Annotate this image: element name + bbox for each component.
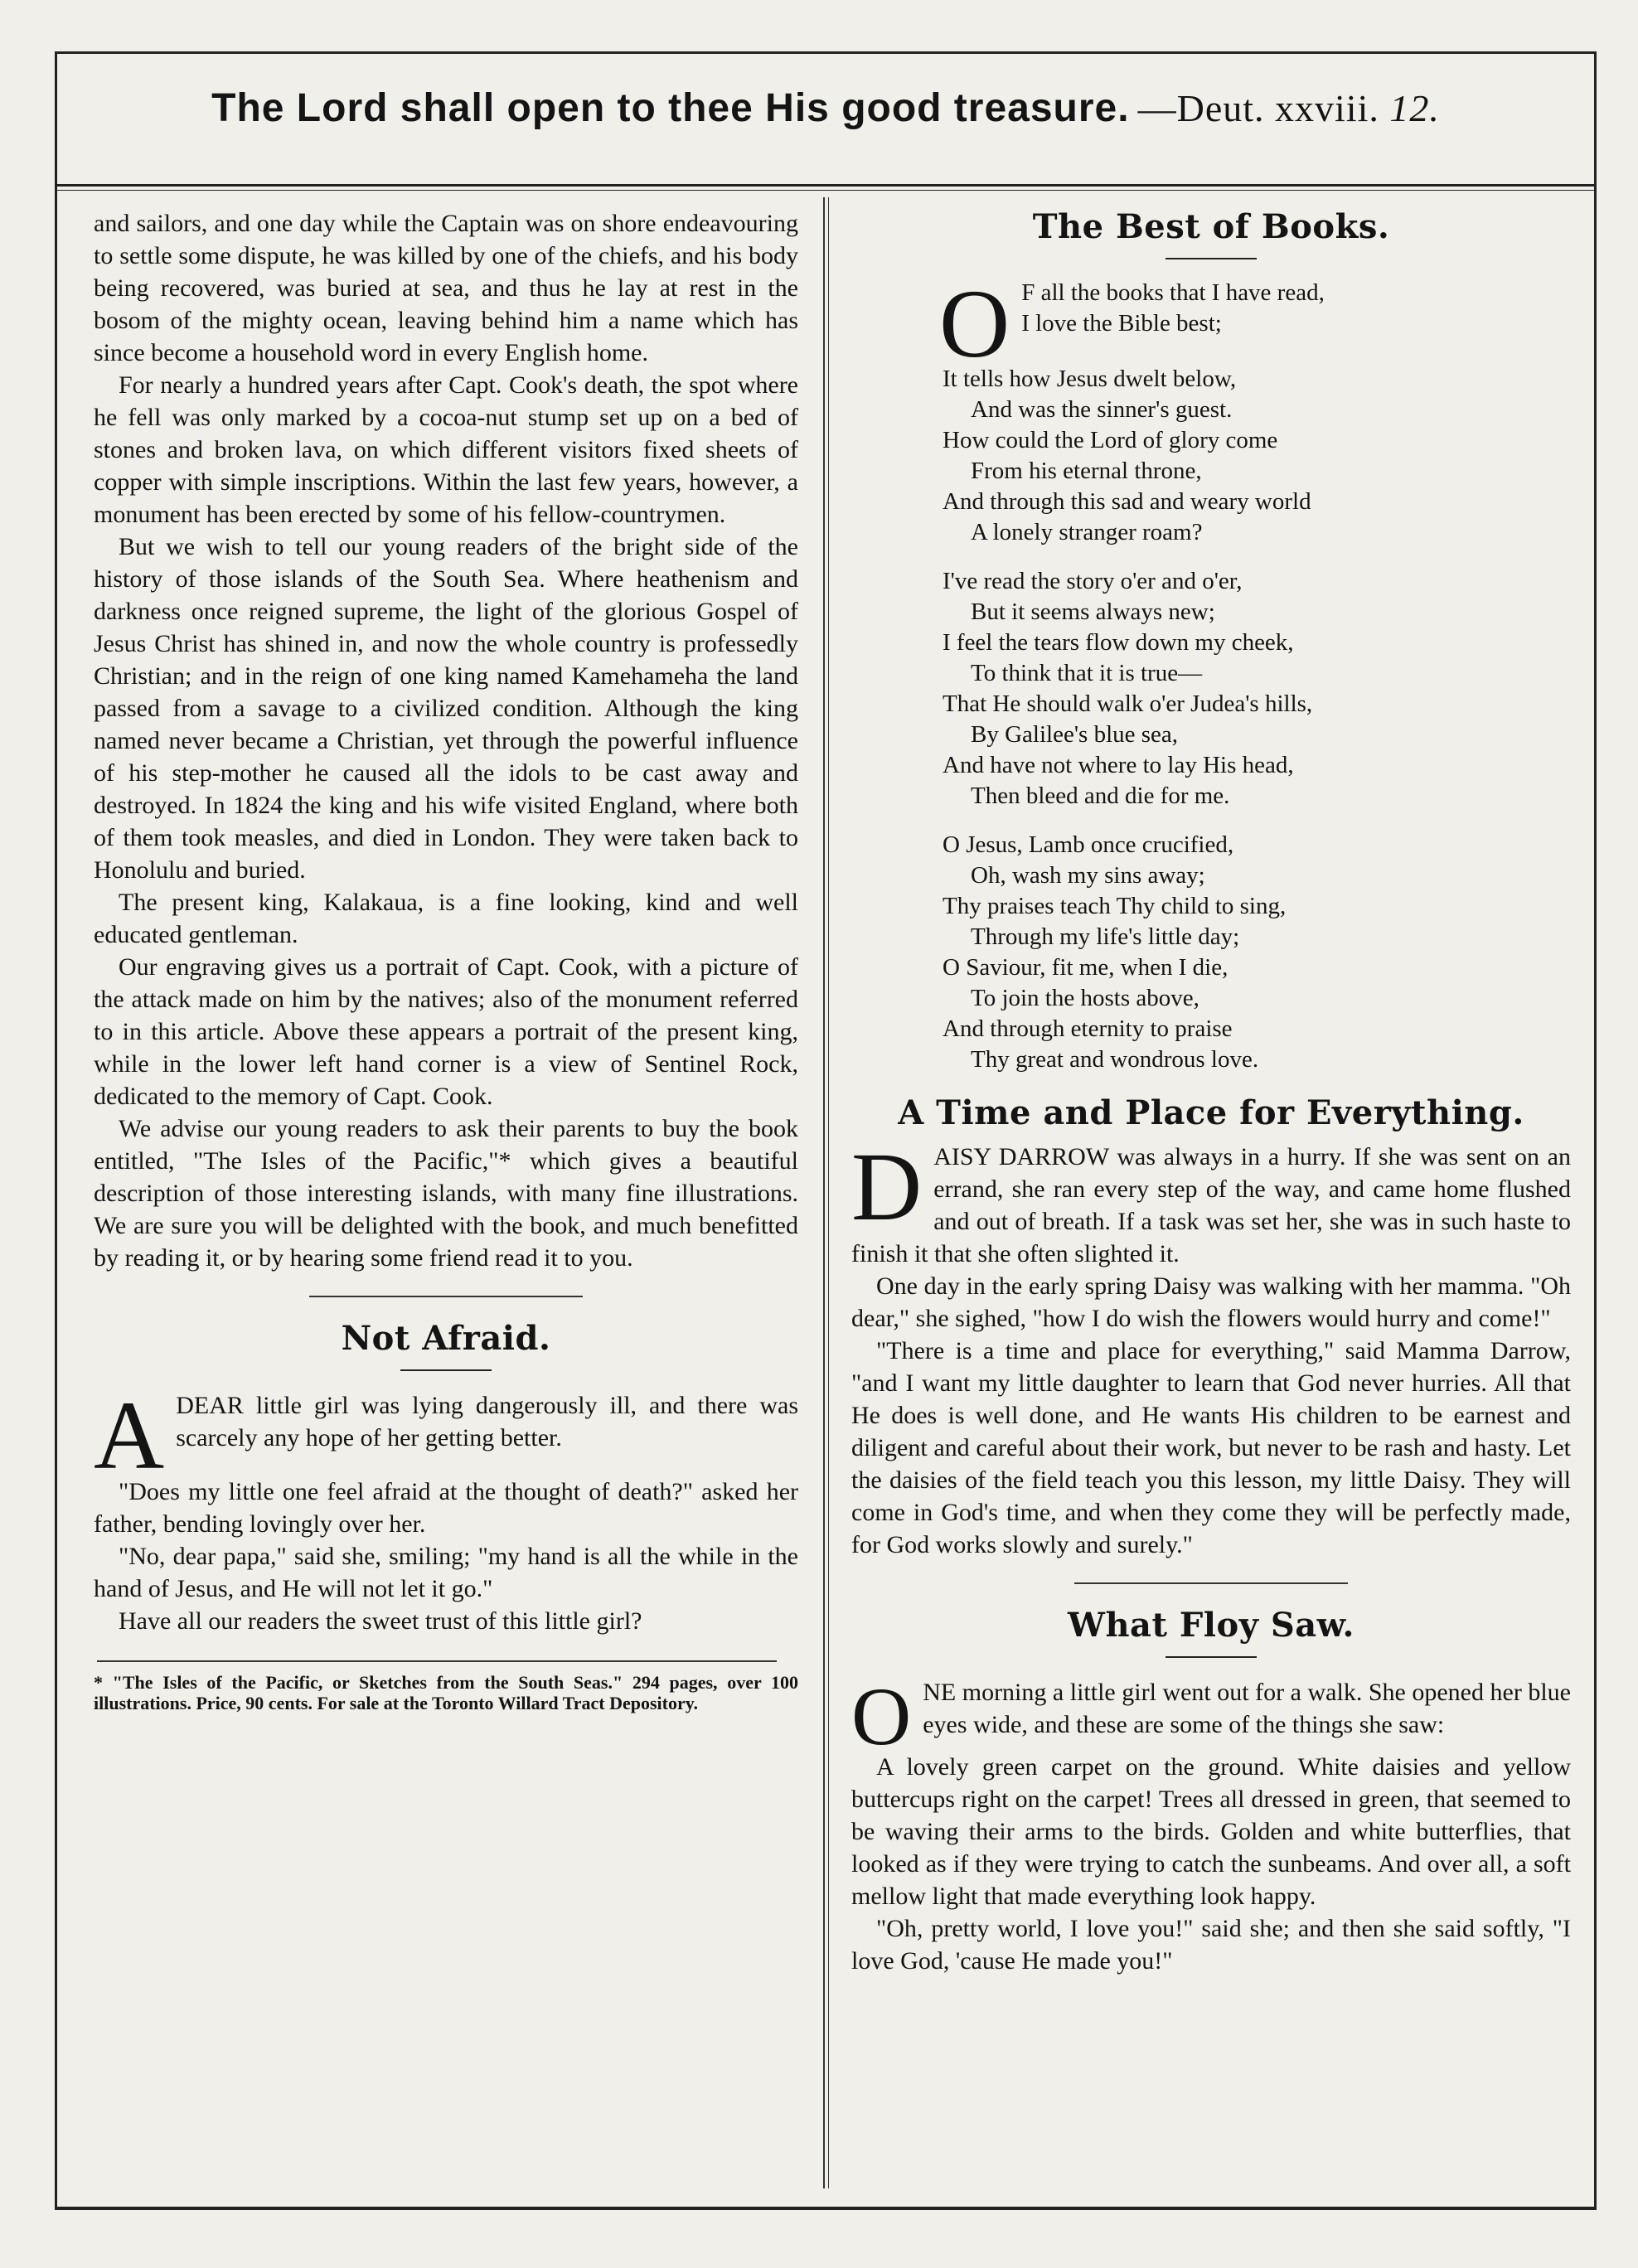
poem-line: By Galilee's blue sea,	[971, 721, 1179, 748]
poem-line: Thy great and wondrous love.	[971, 1046, 1259, 1073]
footnote: * "The Isles of the Pacific, or Sketches from the South Seas." 294 pages, over 100 illustrations. Price, 90 cents. For sale at the Toronto Willard Tract Depository.	[94, 1672, 798, 1713]
article-paragraph: and sailors, and one day while the Captain was on shore endeavouring to settle some dispute, he was killed by one of the chiefs, and his body being recovered, was buried at sea, and thus he lay at rest in the bosom of the mighty ocean, leaving behind him a name which has since become a household word in every English home.	[94, 210, 798, 366]
drop-cap: A	[94, 1381, 165, 1490]
poem-line: I feel the tears flow down my cheek,	[943, 629, 1294, 656]
poem-line: I love the Bible best;	[1021, 310, 1222, 337]
poem-line: A lonely stranger roam?	[971, 519, 1203, 545]
poem-stanza	[943, 830, 1571, 1075]
story-paragraph: One day in the early spring Daisy was walking with her mamma. "Oh dear," she sighed, "how I do wish the flowers would hurry and come!"	[851, 1272, 1571, 1332]
article-paragraph: We advise our young readers to ask their parents to buy the book entitled, "The Isles of the Pacific,"* which gives a beautiful description of those interesting islands, with many fine illustrations. We are sure you will be delighted with the book, and much benefitted by reading it, or by hearing some friend read it to you.	[94, 1115, 798, 1272]
section-title-not-afraid: Not Afraid.	[341, 1319, 551, 1358]
poem-line: How could the Lord of glory come	[943, 427, 1278, 453]
header-motto: The Lord shall open to thee His good treasure.	[211, 85, 1130, 130]
drop-cap: D	[851, 1132, 923, 1241]
poem-line: Oh, wash my sins away;	[971, 862, 1205, 889]
story-paragraph: "Does my little one feel afraid at the thought of death?" asked her father, bending lovingly over her.	[94, 1478, 798, 1538]
story-paragraph: "Oh, pretty world, I love you!" said she; and then she said softly, "I love God, 'cause He made you!"	[851, 1915, 1571, 1975]
poem-line: But it seems always new;	[971, 598, 1215, 625]
poem-line: And have not where to lay His head,	[943, 752, 1294, 778]
header-reference: —Deut. xxviii. 12.	[1137, 86, 1440, 129]
title-rule	[1166, 258, 1257, 259]
column-divider-thin	[828, 197, 829, 2188]
drop-cap: O	[939, 269, 1010, 378]
section-title-best-of-books: The Best of Books.	[1032, 207, 1390, 246]
section-title-what-floy-saw: What Floy Saw.	[1068, 1606, 1354, 1645]
story-paragraph: AISY DARROW was always in a hurry. If she was sent on an errand, she ran every step of the way, and came home flushed and out of breath. If a task was set her, she was in such haste to finish it that she often slighted it.	[851, 1143, 1571, 1267]
section-title-time-and-place: A Time and Place for Everything.	[898, 1093, 1524, 1132]
title-rule	[1166, 1656, 1257, 1658]
poem-line: And was the sinner's guest.	[971, 396, 1233, 423]
poem-line: Thy praises teach Thy child to sing,	[943, 893, 1287, 919]
title-rule	[400, 1369, 492, 1371]
page-header	[57, 63, 1594, 153]
column-divider	[823, 197, 825, 2188]
poem-line: F all the books that I have read,	[1021, 279, 1325, 306]
section-separator	[309, 1296, 583, 1297]
story-paragraph: A lovely green carpet on the ground. White daisies and yellow buttercups right on the carpet! Trees all dressed in green, that seemed to be waving their arms to the birds. Golden and white butterflies, that looked as if they were trying to catch the sunbeams. And over all, a soft mellow light that made everything look happy.	[851, 1753, 1571, 1910]
poem-line: And through this sad and weary world	[943, 488, 1311, 515]
poem-stanza	[939, 269, 1571, 548]
page-frame	[55, 51, 1597, 2210]
section-separator	[1074, 1582, 1348, 1584]
story-paragraph: "No, dear papa," said she, smiling; "my hand is all the while in the hand of Jesus, and He will not let it go."	[94, 1543, 798, 1602]
poem-line: Through my life's little day;	[971, 923, 1240, 950]
story-paragraph: NE morning a little girl went out for a walk. She opened her blue eyes wide, and these are some of the things she saw:	[923, 1679, 1571, 1738]
poem-stanza	[943, 566, 1571, 812]
article-paragraph: But we wish to tell our young readers of the bright side of the history of those islands of the South Sea. Where heathenism and darkness once reigned supreme, the light of the glorious Gospel of Jesus Christ has shined in, and now the whole country is professedly Christian; and in the reign of one king named Kamehameha the land passed from a savage to a civilized condition. Although the king named never became a Christian, yet through the powerful influence of his step-mother he caused all the idols to be cast away and destroyed. In 1824 the king and his wife visited England, where both of them took measles, and died in London. They were taken back to Honolulu and buried.	[94, 533, 798, 884]
poem-line: And through eternity to praise	[943, 1015, 1233, 1042]
poem-line: I've read the story o'er and o'er,	[943, 568, 1243, 594]
poem-line: To join the hosts above,	[971, 985, 1199, 1011]
story-paragraph: DEAR little girl was lying dangerously ill, and there was scarcely any hope of her getting better.	[176, 1392, 798, 1451]
header-rule-thin	[57, 190, 1594, 191]
poem	[851, 269, 1571, 1075]
poem-line: To think that it is true—	[971, 660, 1203, 686]
article-paragraph: For nearly a hundred years after Capt. Cook's death, the spot where he fell was only marked by a cocoa-nut stump set up on a bed of stones and broken lava, on which different visitors fixed sheets of copper with simple inscriptions. Within the last few years, however, a monument has been erected by some of his fellow-countrymen.	[94, 371, 798, 528]
poem-line: That He should walk o'er Judea's hills,	[943, 691, 1313, 717]
article-paragraph: The present king, Kalakaua, is a fine looking, kind and well educated gentleman.	[94, 889, 798, 948]
not-afraid-story	[94, 1381, 798, 1637]
poem-line: From his eternal throne,	[971, 458, 1202, 484]
time-and-place-story	[851, 1132, 1571, 1561]
poem-line: O Jesus, Lamb once crucified,	[943, 831, 1234, 858]
header-rule	[57, 184, 1594, 187]
drop-cap: O	[851, 1670, 912, 1762]
right-column	[851, 207, 1571, 1977]
story-paragraph: Have all our readers the sweet trust of this little girl?	[119, 1607, 642, 1635]
poem-line: It tells how Jesus dwelt below,	[943, 366, 1237, 392]
footnote-rule	[97, 1660, 777, 1662]
poem-line: O Saviour, fit me, when I die,	[943, 954, 1228, 981]
left-column	[94, 207, 798, 1713]
what-floy-saw-story	[851, 1670, 1571, 1977]
top-rule	[57, 51, 1594, 54]
story-paragraph: "There is a time and place for everything," said Mamma Darrow, "and I want my little daughter to learn that God never hurries. All that He does is well done, and He wants His children to be earnest and diligent and careful about their work, but never to be rash and hasty. Let the daisies of the field teach you this lesson, my little Daisy. They will come in God's time, and when they come they will be perfectly made, for God works slowly and surely."	[851, 1337, 1571, 1558]
poem-line: Then bleed and die for me.	[971, 783, 1230, 809]
article-paragraph: Our engraving gives us a portrait of Capt. Cook, with a picture of the attack made on him by the natives; also of the monument referred to in this article. Above these appears a portrait of the present king, while in the lower left hand corner is a view of Sentinel Rock, dedicated to the memory of Capt. Cook.	[94, 953, 798, 1110]
